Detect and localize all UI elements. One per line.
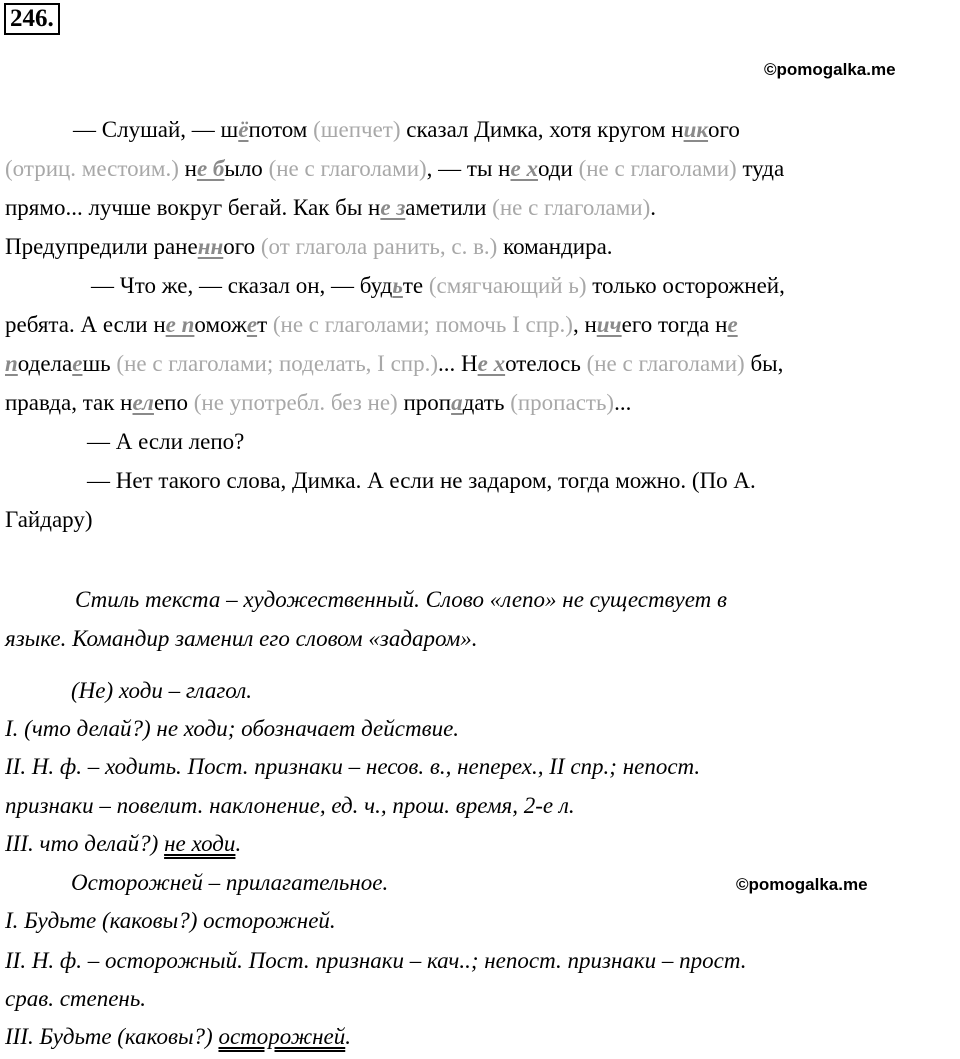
parse-line-7: I. Будьте (каковы?) осторожней. <box>5 908 336 933</box>
text-line-7: поделаешь (не с глаголами; поделать, I спр.)... Не хотелось (не с глаголами) бы, <box>5 351 784 376</box>
parse-line-9: срав. степень. <box>5 986 147 1011</box>
text-line-5: — Что же, — сказал он, — будьте (смягчающий ь) только осторожней, <box>91 273 785 298</box>
watermark-top: ©pomogalka.me <box>764 60 896 79</box>
text-line-9: — А если лепо? <box>87 429 245 454</box>
text-line-3: прямо... лучше вокруг бегай. Как бы не заметили (не с глаголами). <box>5 195 657 220</box>
parse-line-3: II. Н. ф. – ходить. Пост. признаки – несов. в., неперех., II спр.; непост. <box>5 754 701 779</box>
parse-line-8: II. Н. ф. – осторожный. Пост. признаки – кач..; непост. признаки – прост. <box>5 948 747 973</box>
text-line-10: — Нет такого слова, Димка. А если не задаром, тогда можно. (По А. <box>87 468 756 493</box>
text-line-8: правда, так нелепо (не употребл. без не) пропадать (пропасть)... <box>5 390 632 415</box>
parse-line-4: признаки – повелит. наклонение, ед. ч., прош. время, 2-е л. <box>5 793 575 818</box>
text-line-4: Предупредили раненного (от глагола ранить, с. в.) командира. <box>5 234 613 259</box>
exercise-number: 246. <box>4 3 60 35</box>
parse-line-1: (Не) ходи – глагол. <box>71 678 253 703</box>
text-line-6: ребята. А если не поможет (не с глаголами; помочь I спр.), ничего тогда не <box>5 312 738 337</box>
style-line-2: языке. Командир заменил его словом «задаром». <box>5 626 478 651</box>
text-line-11: Гайдару) <box>5 507 93 532</box>
parse-line-6: Осторожней – прилагательное. <box>71 870 389 895</box>
style-line-1: Стиль текста – художественный. Слово «лепо» не существует в <box>75 587 728 612</box>
parse-line-5: III. что делай?) не ходи. <box>5 831 242 856</box>
watermark-middle: ©pomogalka.me <box>736 875 868 894</box>
parse-line-10: III. Будьте (каковы?) осторожней. <box>5 1024 351 1049</box>
text-line-2: (отриц. местоим.) не было (не с глаголами), — ты не ходи (не с глаголами) туда <box>5 156 785 181</box>
parse-line-2: I. (что делай?) не ходи; обозначает действие. <box>5 716 460 741</box>
text-line-1: — Слушай, — шёпотом (шепчет) сказал Димка, хотя кругом никого <box>73 117 740 142</box>
